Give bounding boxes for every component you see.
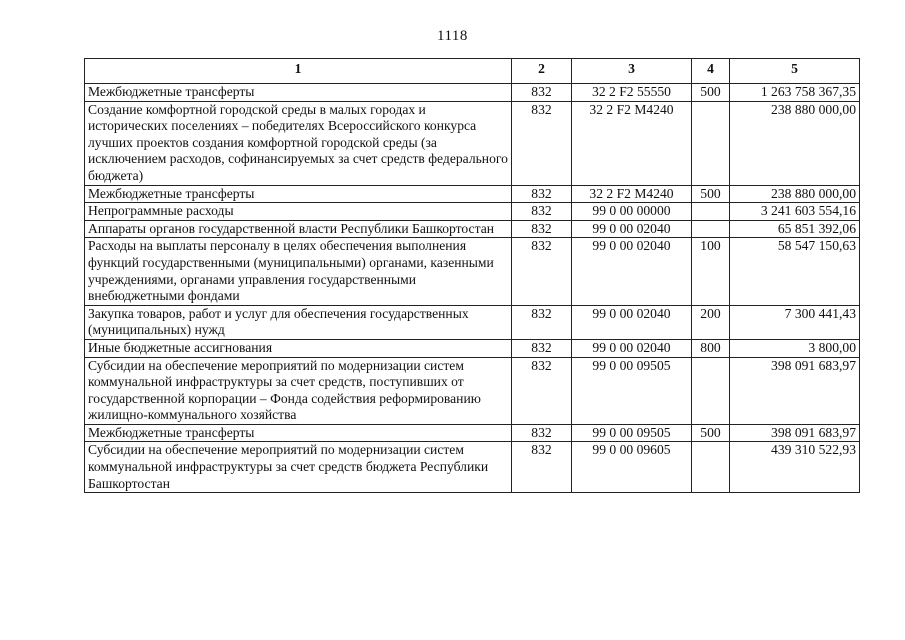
amount-cell: 398 091 683,97	[730, 357, 860, 424]
ministry-code-cell: 832	[512, 442, 572, 493]
table-row	[85, 442, 860, 493]
row-name-cell: Межбюджетные трансферты	[85, 424, 512, 442]
table-row	[85, 203, 860, 221]
amount-cell: 238 880 000,00	[730, 101, 860, 185]
table-row	[85, 84, 860, 102]
expense-type-cell: 200	[692, 305, 730, 339]
target-article-cell: 99 0 00 09505	[572, 424, 692, 442]
page-number: 1118	[437, 28, 468, 44]
expense-type-cell: 100	[692, 238, 730, 305]
target-article-cell: 99 0 00 09505	[572, 357, 692, 424]
ministry-code-cell: 832	[512, 357, 572, 424]
ministry-code-cell: 832	[512, 305, 572, 339]
target-article-cell: 99 0 00 02040	[572, 220, 692, 238]
expense-type-cell	[692, 101, 730, 185]
table-row	[85, 185, 860, 203]
amount-cell: 65 851 392,06	[730, 220, 860, 238]
expense-type-cell: 500	[692, 185, 730, 203]
amount-cell: 7 300 441,43	[730, 305, 860, 339]
row-name-cell: Межбюджетные трансферты	[85, 185, 512, 203]
table-row	[85, 238, 860, 305]
row-name-cell: Субсидии на обеспечение мероприятий по модернизации систем коммунальной инфраструктуры за счет средств, поступивших от государственной корпорации – Фонда содействия реформированию жилищно-коммунального хозяйства	[85, 357, 512, 424]
target-article-cell: 99 0 00 00000	[572, 203, 692, 221]
table-row	[85, 357, 860, 424]
ministry-code-cell: 832	[512, 424, 572, 442]
target-article-cell: 32 2 F2 М4240	[572, 101, 692, 185]
table-row	[85, 424, 860, 442]
ministry-code-cell: 832	[512, 101, 572, 185]
ministry-code-cell: 832	[512, 185, 572, 203]
target-article-cell: 99 0 00 02040	[572, 339, 692, 357]
expense-type-cell	[692, 442, 730, 493]
amount-cell: 1 263 758 367,35	[730, 84, 860, 102]
target-article-cell: 99 0 00 09605	[572, 442, 692, 493]
row-name-cell: Межбюджетные трансферты	[85, 84, 512, 102]
ministry-code-cell: 832	[512, 339, 572, 357]
amount-cell: 58 547 150,63	[730, 238, 860, 305]
header-col-2: 2	[512, 59, 572, 84]
header-col-3: 3	[572, 59, 692, 84]
expense-type-cell	[692, 203, 730, 221]
amount-cell: 3 800,00	[730, 339, 860, 357]
row-name-cell: Расходы на выплаты персоналу в целях обеспечения выполнения функций государственными (муниципальными) органами, казенными учреждениями, органами управления государственными внебюджетными фондами	[85, 238, 512, 305]
expense-type-cell	[692, 220, 730, 238]
table-row	[85, 101, 860, 185]
ministry-code-cell: 832	[512, 203, 572, 221]
row-name-cell: Субсидии на обеспечение мероприятий по модернизации систем коммунальной инфраструктуры за счет средств бюджета Республики Башкортостан	[85, 442, 512, 493]
expense-type-cell	[692, 357, 730, 424]
expense-type-cell: 500	[692, 84, 730, 102]
target-article-cell: 99 0 00 02040	[572, 305, 692, 339]
table-header-row	[85, 59, 860, 84]
amount-cell: 238 880 000,00	[730, 185, 860, 203]
target-article-cell: 99 0 00 02040	[572, 238, 692, 305]
ministry-code-cell: 832	[512, 220, 572, 238]
table-row	[85, 339, 860, 357]
header-col-4: 4	[692, 59, 730, 84]
table-row	[85, 305, 860, 339]
amount-cell: 398 091 683,97	[730, 424, 860, 442]
target-article-cell: 32 2 F2 М4240	[572, 185, 692, 203]
table-row	[85, 220, 860, 238]
row-name-cell: Создание комфортной городской среды в малых городах и исторических поселениях – победителях Всероссийского конкурса лучших проектов создания комфортной городской среды (за исключением расходов, софинансируемых за счет средств федерального бюджета)	[85, 101, 512, 185]
expense-type-cell: 500	[692, 424, 730, 442]
budget-table	[84, 58, 860, 493]
ministry-code-cell: 832	[512, 238, 572, 305]
amount-cell: 3 241 603 554,16	[730, 203, 860, 221]
row-name-cell: Закупка товаров, работ и услуг для обеспечения государственных (муниципальных) нужд	[85, 305, 512, 339]
row-name-cell: Непрограммные расходы	[85, 203, 512, 221]
row-name-cell: Иные бюджетные ассигнования	[85, 339, 512, 357]
target-article-cell: 32 2 F2 55550	[572, 84, 692, 102]
header-col-5: 5	[730, 59, 860, 84]
header-col-1: 1	[85, 59, 512, 84]
amount-cell: 439 310 522,93	[730, 442, 860, 493]
row-name-cell: Аппараты органов государственной власти Республики Башкортостан	[85, 220, 512, 238]
ministry-code-cell: 832	[512, 84, 572, 102]
expense-type-cell: 800	[692, 339, 730, 357]
